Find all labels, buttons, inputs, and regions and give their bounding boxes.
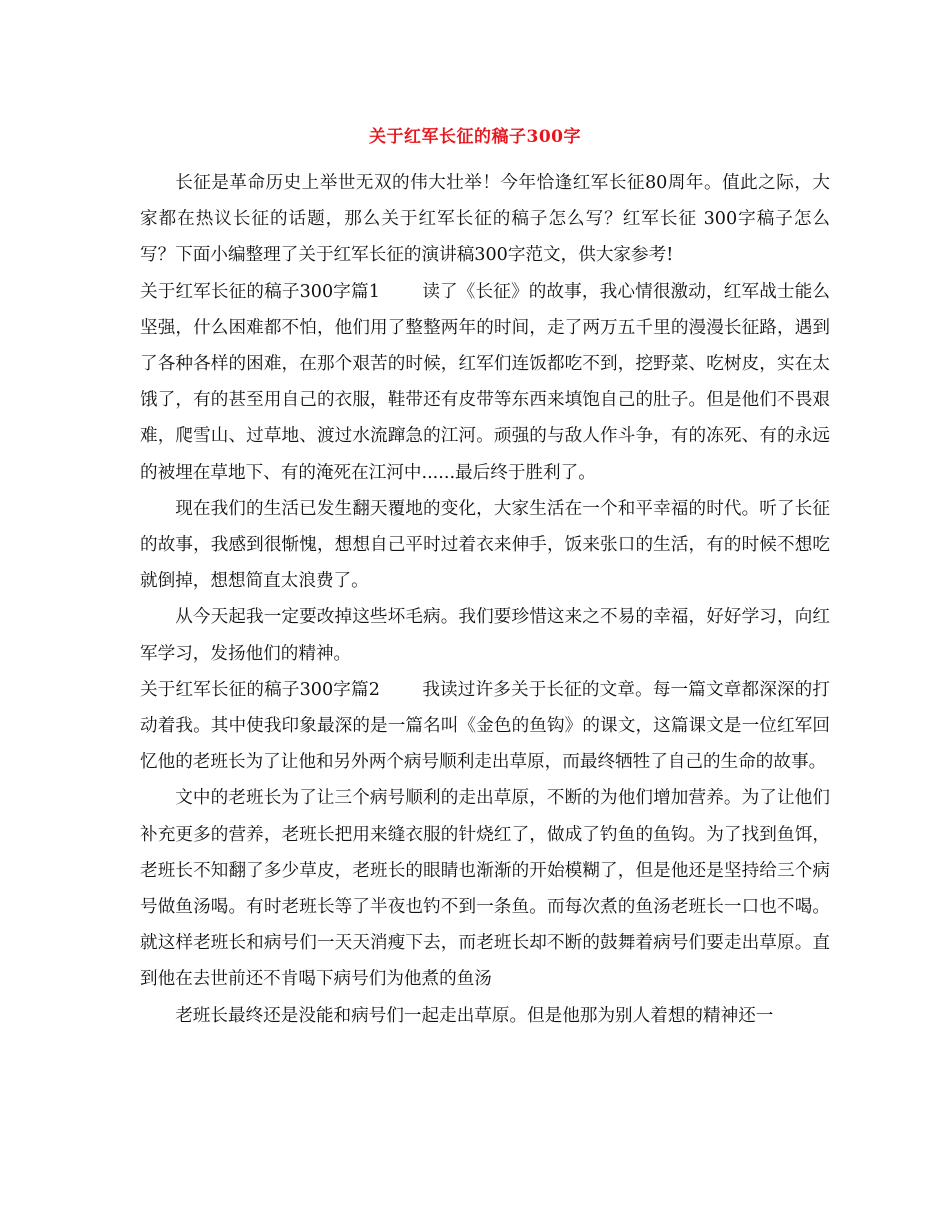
section-1-heading: 关于红军长征的稿子300字篇1 [140, 281, 380, 302]
paragraph-2: 现在我们的生活已发生翻天覆地的变化，大家生活在一个和平幸福的时代。听了长征的故事，我感到很惭愧，想想自己平时过着衣来伸手，饭来张口的生活，有的时候不想吃就倒掉，想想简直太浪费了。 [140, 498, 830, 592]
section-2-heading: 关于红军长征的稿子300字篇2 [140, 679, 380, 700]
paragraph-3: 从今天起我一定要改掉这些坏毛病。我们要珍惜这来之不易的幸福，好好学习，向红军学习，发扬他们的精神。 [140, 607, 830, 664]
paragraph-5: 文中的老班长为了让三个病号顺利的走出草原，不断的为他们增加营养。为了让他们补充更多的营养，老班长把用来缝衣服的针烧红了，做成了钓鱼的鱼钩。为了找到鱼饵，老班长不知翻了多少草皮，老班长的眼睛也渐渐的开始模糊了，但是他还是坚持给三个病号做鱼汤喝。有时老班长等了半夜也钓不到一条鱼。而每次煮的鱼汤老班长一口也不喝。就这样老班长和病号们一天天消瘦下去，而老班长却不断的鼓舞着病号们要走出草原。直到他在去世前还不肯喝下病号们为他煮的鱼汤 [140, 788, 830, 990]
section-2-text: 我读过许多关于长征的文章。每一篇文章都深深的打动着我。其中使我印象最深的是一篇名叫《金色的鱼钩》的课文，这篇课文是一位红军回忆他的老班长为了让他和另外两个病号顺利走出草原，而最终牺牲了自己的生命的故事。 [140, 679, 830, 773]
paragraph-6: 老班长最终还是没能和病号们一起走出草原。但是他那为别人着想的精神还一 [175, 1005, 774, 1026]
section-2-paragraph [140, 672, 830, 781]
section-1-paragraph [140, 274, 830, 491]
document-title: 关于红军长征的稿子300字 [369, 127, 581, 147]
section-1-text: 读了《长征》的故事，我心情很激动，红军战士能么坚强，什么困难都不怕，他们用了整整两年的时间，走了两万五千里的漫漫长征路，遇到了各种各样的困难，在那个艰苦的时候，红军们连饭都吃不到，挖野菜、吃树皮，实在太饿了，有的甚至用自己的衣服，鞋带还有皮带等东西来填饱自己的肚子。但是他们不畏艰难，爬雪山、过草地、渡过水流蹿急的江河。顽强的与敌人作斗争，有的冻死、有的永远的被埋在草地下、有的淹死在江河中......最后终于胜利了。 [140, 281, 830, 483]
intro-paragraph: 长征是革命历史上举世无双的伟大壮举！今年恰逢红军长征80周年。值此之际，大家都在热议长征的话题，那么关于红军长征的稿子怎么写？红军长征 300字稿子怎么写？下面小编整理了关于红军长征的演讲稿300字范文，供大家参考! [140, 173, 830, 266]
document-body [140, 165, 830, 1034]
